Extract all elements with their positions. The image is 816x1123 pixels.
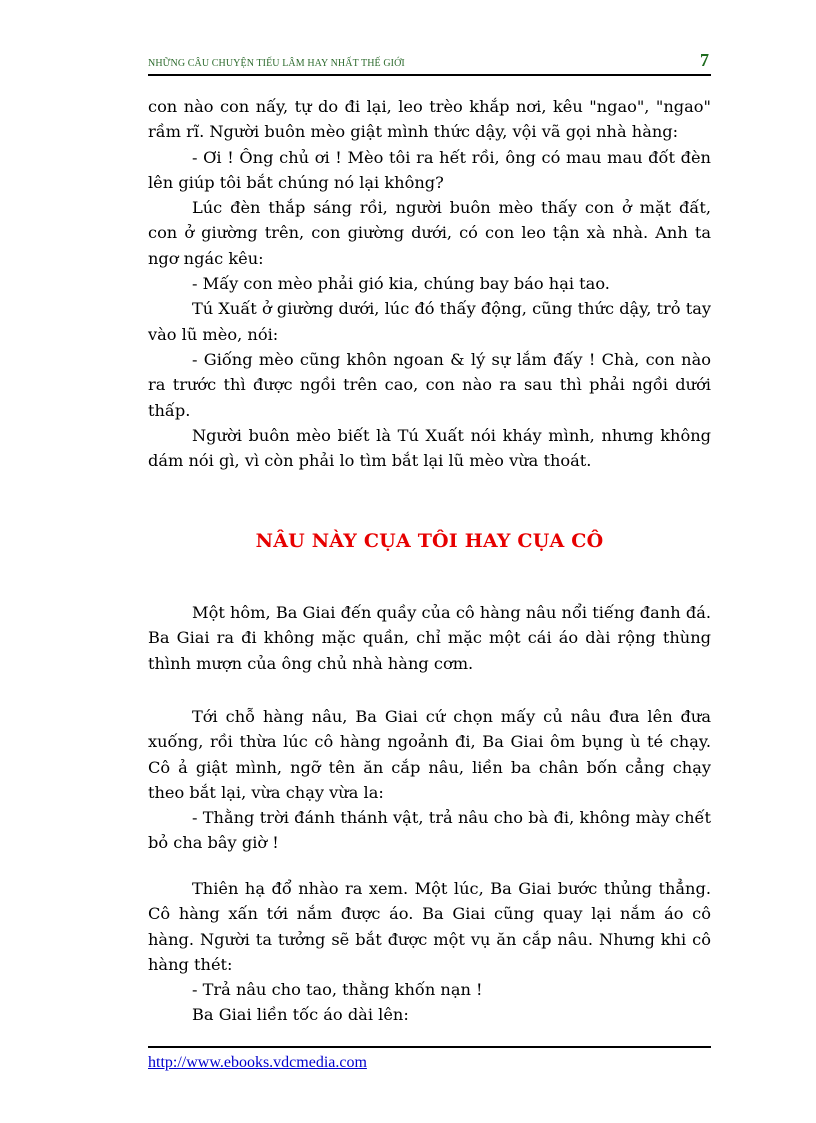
paragraph: Thiên hạ đổ nhào ra xem. Một lúc, Ba Giai bước thủng thẳng. Cô hàng xấn tới nắm được áo. Ba Giai cũng quay lại nắm áo cô hàng. Người ta tưởng sẽ bắt được một vụ ăn cắp nâu. Nhưng khi cô hàng thét: — [148, 879, 711, 974]
page-header — [148, 50, 711, 76]
paragraph: - Ơi ! Ông chủ ơi ! Mèo tôi ra hết rồi, ông có mau mau đốt đèn lên giúp tôi bắt chúng nó lại không? — [148, 147, 711, 192]
story-section — [148, 704, 711, 856]
paragraph: - Thằng trời đánh thánh vật, trả nâu cho bà đi, không mày chết bỏ cha bây giờ ! — [148, 808, 711, 853]
paragraph: - Trả nâu cho tao, thằng khốn nạn ! — [192, 980, 483, 1000]
website-link[interactable]: http://www.ebooks.vdcmedia.com — [148, 1054, 367, 1071]
paragraph: Người buôn mèo biết là Tú Xuất nói kháy mình, nhưng không dám nói gì, vì còn phải lo tìm bắt lại lũ mèo vừa thoát. — [148, 425, 711, 471]
paragraph: Tú Xuất ở giường dưới, lúc đó thấy động, cũng thức dậy, trỏ tay vào lũ mèo, nói: — [148, 299, 711, 344]
chapter-title: NÂU NÀY CỤA TÔI HAY CỤA CÔ — [255, 530, 604, 552]
story-continuation — [148, 94, 711, 473]
page-number: 7 — [700, 50, 709, 70]
story-section — [148, 876, 711, 1028]
paragraph: Một hôm, Ba Giai đến quầy của cô hàng nâu nổi tiếng đanh đá. Ba Giai ra đi không mặc quần, chỉ mặc một cái áo dài rộng thùng thình mượn của ông chủ nhà hàng cơm. — [148, 603, 711, 673]
paragraph: - Giống mèo cũng khôn ngoan & lý sự lắm đấy ! Chà, con nào ra trước thì được ngồi trên cao, con nào ra sau thì phải ngồi dưới thấp. — [148, 349, 711, 420]
book-title: NHỮNG CÂU CHUYỆN TIẾU LÂM HAY NHẤT THẾ GIỚI — [148, 58, 405, 69]
paragraph: con nào con nấy, tự do đi lại, leo trèo khắp nơi, kêu "ngao", "ngao" rầm rĩ. Người buôn mèo giật mình thức dậy, vội vã gọi nhà hàng: — [148, 97, 711, 142]
paragraph: - Mấy con mèo phải gió kia, chúng bay báo hại tao. — [192, 274, 610, 294]
story-section — [148, 600, 711, 676]
page-footer — [148, 1046, 711, 1071]
paragraph: Ba Giai liền tốc áo dài lên: — [192, 1005, 409, 1025]
paragraph: Lúc đèn thắp sáng rồi, người buôn mèo thấy con ở mặt đất, con ở giường trên, con giường dưới, có con leo tận xà nhà. Anh ta ngơ ngác kêu: — [148, 198, 711, 268]
paragraph: Tới chỗ hàng nâu, Ba Giai cứ chọn mấy củ nâu đưa lên đưa xuống, rồi thừa lúc cô hàng ngoảnh đi, Ba Giai ôm bụng ù té chạy. Cô ả giật mình, ngỡ tên ăn cắp nâu, liền ba chân bốn cẳng chạy theo bắt lại, vừa chạy vừa la: — [148, 707, 711, 802]
